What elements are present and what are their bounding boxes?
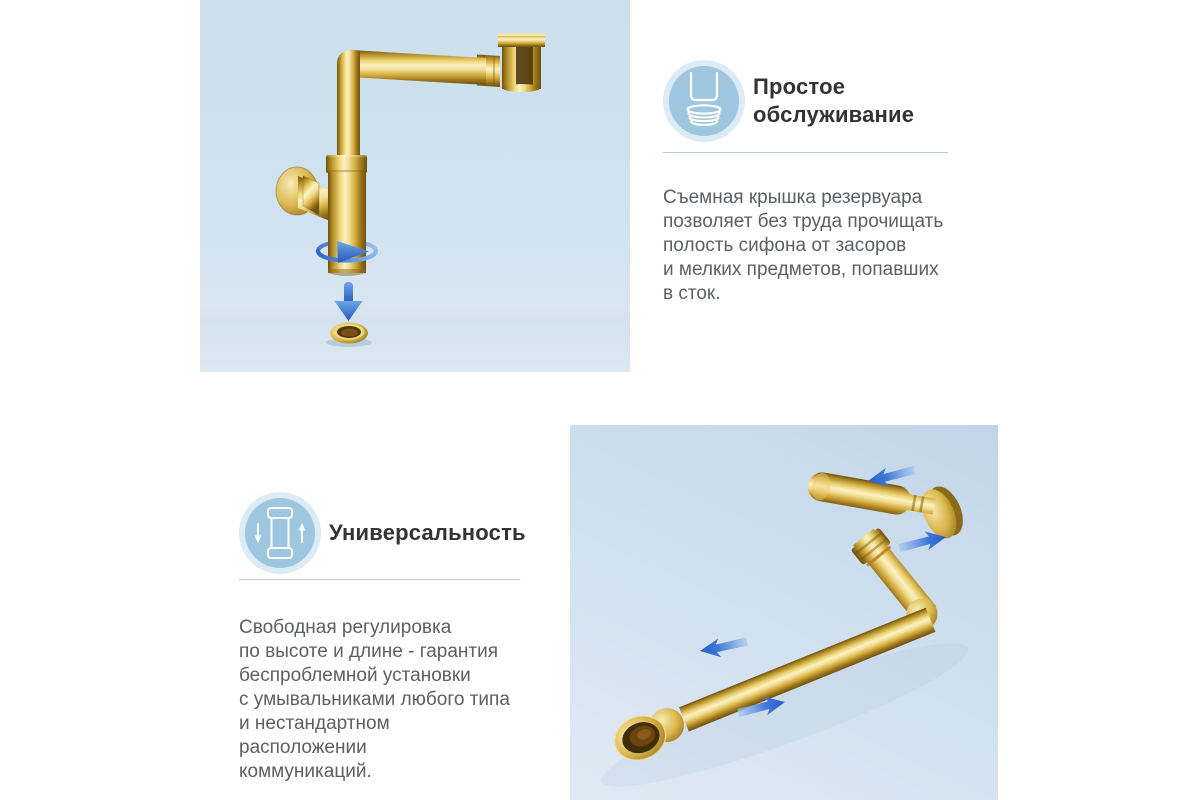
- feature-description: Съемная крышка резервуара позволяет без труда прочищать полость сифона от засоров и мелких предметов, попавших в сток.: [663, 187, 944, 304]
- siphon-illustration-universality: [570, 425, 998, 800]
- vertical-pipe: [337, 50, 360, 160]
- siphon-illustration-maintenance: [200, 0, 630, 372]
- product-photo-adjustability: [570, 425, 998, 800]
- down-arrowhead: [335, 301, 363, 321]
- removable-cap-icon: [669, 66, 739, 136]
- feature-description: Свободная регулировка по высоте и длине - гарантия беспроблемной установки с умывальниками любого типа и нестандартном расположении коммуникаций.: [239, 617, 510, 782]
- product-photo-cap-removal: [200, 0, 630, 372]
- feature-title: Универсальность: [329, 520, 526, 545]
- horizontal-pipe: [350, 50, 486, 85]
- feature-universality: [239, 492, 526, 784]
- top-pipe: [806, 470, 937, 521]
- feature-title: Простое обслуживание: [753, 74, 915, 127]
- feature-icon-badge: [239, 492, 321, 574]
- feature-icon-badge: [663, 60, 745, 142]
- adjust-arrow-left-mid: [699, 634, 749, 660]
- divider: [663, 152, 948, 153]
- adjustable-pipe-icon: [245, 498, 315, 568]
- divider: [239, 579, 520, 580]
- down-arrow-shaft: [344, 282, 353, 304]
- feature-easy-maintenance: [663, 60, 948, 306]
